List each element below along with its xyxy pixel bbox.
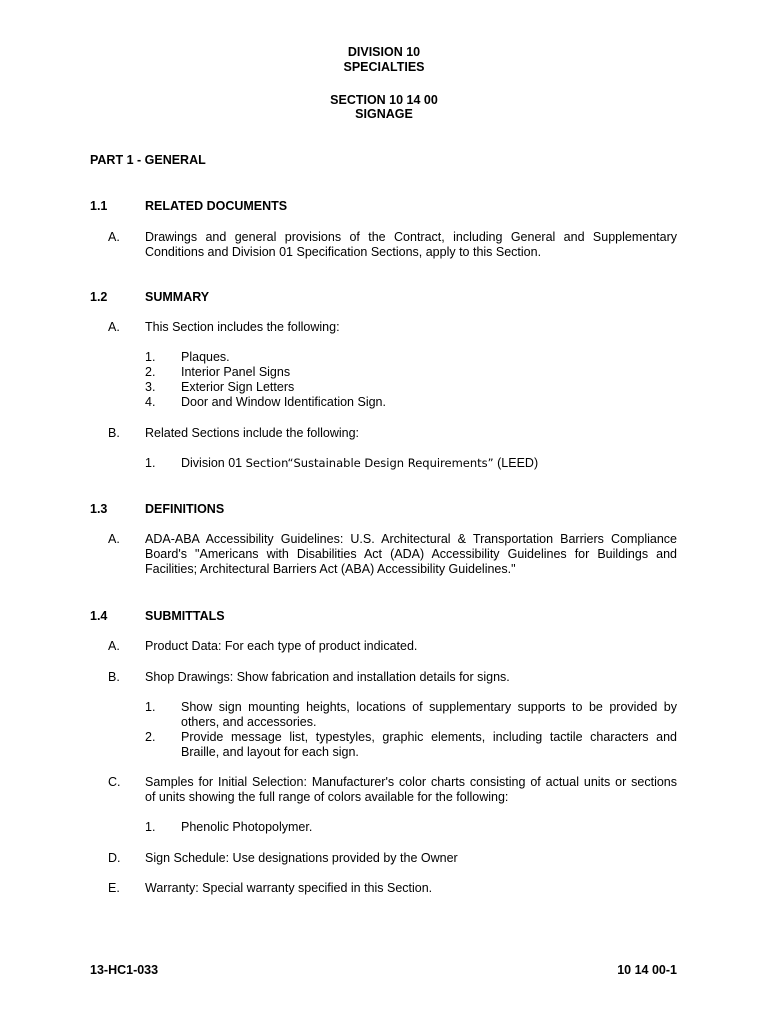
paragraph-text: This Section includes the following: [145, 320, 340, 334]
list-item-number: 1. [145, 820, 156, 834]
list-item-number: 2. [145, 730, 156, 744]
list-item-line: others, and accessories. [181, 715, 317, 729]
list-item-part: Section [245, 456, 288, 470]
division-heading: DIVISION 10 [347, 45, 421, 59]
list-item-line: Braille, and layout for each sign. [181, 745, 359, 759]
list-item-part: Division 01 [181, 456, 243, 470]
paragraph-line: ADA-ABA Accessibility Guidelines: U.S. Architectural & Transportation Barriers Compliance [145, 532, 677, 546]
paragraph-line: Samples for Initial Selection: Manufacturer's color charts consisting of actual units or sections [145, 775, 677, 789]
list-item-number: 1. [145, 456, 156, 470]
paragraph-text: Product Data: For each type of product indicated. [145, 639, 418, 653]
list-item-number: 2. [145, 365, 156, 379]
paragraph-line: Board's "Americans with Disabilities Act (ADA) Accessibility Guidelines for Buildings and [145, 547, 677, 561]
section-title: SIGNAGE [355, 107, 413, 121]
footer-project-number: 13-HC1-033 [90, 963, 159, 977]
paragraph-text: Shop Drawings: Show fabrication and installation details for signs. [145, 670, 510, 684]
division-title: SPECIALTIES [343, 60, 425, 74]
list-item-number: 4. [145, 395, 156, 409]
article-title: RELATED DOCUMENTS [145, 199, 288, 213]
list-item-number: 1. [145, 700, 156, 714]
paragraph-label: C. [108, 775, 121, 789]
paragraph-line: Facilities; Architectural Barriers Act (ABA) Accessibility Guidelines." [145, 562, 516, 576]
paragraph-label: D. [108, 851, 121, 865]
list-item: Exterior Sign Letters [181, 380, 295, 394]
paragraph-label: A. [108, 532, 120, 546]
list-item: Plaques. [181, 350, 230, 364]
paragraph-label: A. [108, 639, 120, 653]
list-item: Door and Window Identification Sign. [181, 395, 386, 409]
paragraph-label: B. [108, 670, 120, 684]
paragraph-label: B. [108, 426, 120, 440]
section-heading: SECTION 10 14 00 [330, 93, 438, 107]
paragraph-label: E. [108, 881, 120, 895]
list-item-part: (LEED) [497, 456, 539, 470]
paragraph-text: Related Sections include the following: [145, 426, 360, 440]
paragraph-text: Warranty: Special warranty specified in this Section. [145, 881, 433, 895]
list-item: Interior Panel Signs [181, 365, 291, 379]
paragraph-line: of units showing the full range of colors available for the following: [145, 790, 509, 804]
article-title: SUMMARY [145, 290, 210, 304]
list-item: Phenolic Photopolymer. [181, 820, 313, 834]
list-item-number: 3. [145, 380, 156, 394]
list-item-line: Show sign mounting heights, locations of supplementary supports to be provided by [181, 700, 677, 714]
paragraph-text: Sign Schedule: Use designations provided by the Owner [145, 851, 458, 865]
list-item-number: 1. [145, 350, 156, 364]
footer-page-number: 10 14 00-1 [617, 963, 677, 977]
part-heading: PART 1 - GENERAL [90, 153, 206, 167]
article-number: 1.2 [90, 290, 108, 304]
article-number: 1.3 [90, 502, 108, 516]
list-item-part: “Sustainable Design Requirements” [287, 456, 494, 470]
paragraph-label: A. [108, 230, 120, 244]
list-item-line: Provide message list, typestyles, graphic elements, including tactile characters and [181, 730, 677, 744]
article-number: 1.4 [90, 609, 108, 623]
paragraph-line: Conditions and Division 01 Specification Sections, apply to this Section. [145, 245, 542, 259]
article-title: DEFINITIONS [145, 502, 225, 516]
paragraph-label: A. [108, 320, 120, 334]
article-title: SUBMITTALS [145, 609, 225, 623]
article-number: 1.1 [90, 199, 108, 213]
list-item [181, 456, 538, 471]
paragraph-line: Drawings and general provisions of the Contract, including General and Supplementary [145, 230, 677, 244]
